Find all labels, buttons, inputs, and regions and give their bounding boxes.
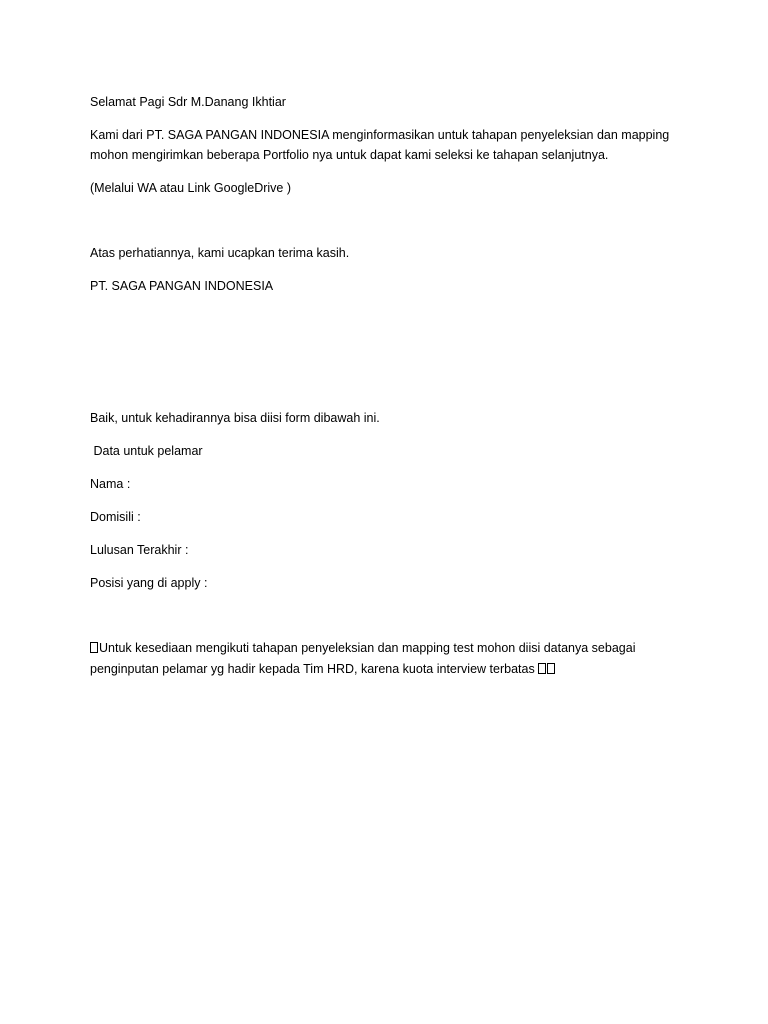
closing-line-2 xyxy=(90,659,556,679)
intro-line-1: Kami dari PT. SAGA PANGAN INDONESIA menginformasikan untuk tahapan penyeleksian dan mapping xyxy=(90,128,670,142)
missing-glyph-icon xyxy=(90,642,98,653)
form-intro: Baik, untuk kehadirannya bisa diisi form dibawah ini. xyxy=(90,411,380,425)
via-note: (Melalui WA atau Link GoogleDrive ) xyxy=(90,181,292,195)
form-title: Data untuk pelamar xyxy=(90,444,203,458)
field-posisi: Posisi yang di apply : xyxy=(90,576,208,590)
missing-glyph-icon xyxy=(538,663,546,674)
closing-text-2: penginputan pelamar yg hadir kepada Tim HRD, karena kuota interview terbatas xyxy=(90,662,539,676)
closing-text-1: Untuk kesediaan mengikuti tahapan penyeleksian dan mapping test mohon diisi datanya sebagai xyxy=(99,641,636,655)
closing-line-1 xyxy=(90,638,635,658)
greeting-line: Selamat Pagi Sdr M.Danang Ikhtiar xyxy=(90,95,286,109)
thanks-line: Atas perhatiannya, kami ucapkan terima kasih. xyxy=(90,246,350,260)
intro-line-2: mohon mengirimkan beberapa Portfolio nya untuk dapat kami seleksi ke tahapan selanjutnya. xyxy=(90,148,609,162)
field-domisili: Domisili : xyxy=(90,510,141,524)
company-signature: PT. SAGA PANGAN INDONESIA xyxy=(90,279,274,293)
field-lulusan-terakhir: Lulusan Terakhir : xyxy=(90,543,189,557)
missing-glyph-icon xyxy=(547,663,555,674)
field-nama: Nama : xyxy=(90,477,131,491)
